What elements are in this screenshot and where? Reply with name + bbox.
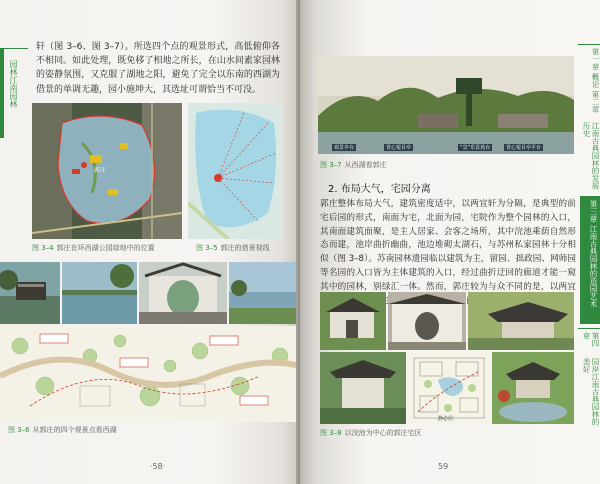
residence-plan-image bbox=[408, 352, 490, 424]
fig-num: 图 3–5 bbox=[196, 244, 218, 252]
panorama-label-4: 赏心悦目亭平台 bbox=[506, 145, 542, 151]
fig-title: 郭庄在环西湖公园绿地中的位置 bbox=[56, 244, 155, 252]
margin-tab bbox=[0, 48, 4, 138]
right-page bbox=[300, 0, 600, 484]
panorama-label-2: 赏心悦目亭 bbox=[386, 145, 412, 151]
margin-chapter-history: 江南古典园林的发展历史 bbox=[582, 122, 600, 190]
fig-3-6-caption bbox=[8, 425, 117, 435]
residence-photo-1 bbox=[320, 292, 386, 350]
margin-chapter-4-title: 园岸江南古典园林的美好 bbox=[582, 358, 600, 426]
panorama-photo bbox=[318, 56, 574, 154]
residence-photo-4 bbox=[320, 352, 406, 424]
margin-label: 园林江南园林 bbox=[9, 60, 18, 108]
fig-3-7-caption bbox=[320, 160, 387, 170]
fig-3-4-caption bbox=[32, 243, 155, 253]
map-label: 郭庄 bbox=[94, 167, 107, 174]
fig-title: 郭庄的借景视线 bbox=[220, 244, 270, 252]
fig-3-5-caption bbox=[196, 243, 270, 253]
panorama-label-1: 观景亭台 bbox=[334, 145, 355, 151]
view-photo-3 bbox=[139, 262, 227, 324]
plan-label: 静必居 bbox=[438, 416, 454, 422]
fig-title: 以浣池为中心的郭庄宅区 bbox=[344, 429, 422, 437]
margin-current-chapter: 第三章 江南古典园林的造园艺术 bbox=[589, 200, 598, 308]
margin-rule bbox=[4, 48, 28, 49]
panorama-label-3: “景”乐景苑台 bbox=[460, 145, 491, 151]
body-paragraph: 轩（图 3–6、图 3–7）。所选四个点的观景形式，高低俯仰各不相同。如此处理，既免移了相地之所长，在山水间素家园林的姿静氛围，又克服了湖地之阳，避免了完全以东南的西湖为借景的单调无趣，园小施坤大，其选址可谓恰当不可没。 bbox=[36, 42, 280, 95]
margin-chapter-4: 第四章 bbox=[582, 332, 600, 347]
fig-num: 图 3–6 bbox=[8, 426, 30, 434]
page-number: 59 bbox=[438, 462, 449, 471]
fig-3-8-caption bbox=[320, 428, 422, 438]
view-photo-1 bbox=[0, 262, 60, 324]
fig-title: 从西湖看郭庄 bbox=[344, 161, 387, 169]
fig-title: 从郭庄的四个观景点看西湖 bbox=[32, 426, 117, 434]
page-number: ·58· bbox=[150, 462, 166, 471]
residence-photo-5 bbox=[492, 352, 574, 424]
body-paragraph: 郭庄整体布局大气，建筑密度适中，以两宜轩为分隔，是典型的前宅后园的形式，南面为宅，北面为园，宅院作为整个园林的入口，其南面建筑面聚，是主人居家、会客之场所，其中浣池乘荫自然形态而建，池岸曲折幽曲，池边堆砌太湖石，与苏州私家园林十分相似（图 3–8）。苏南园林遗园临以建筑为主，留园、拙政园、网师园等名园的入口皆为主体建筑的入口，经过曲折迂回的廊道才能一窥其中的园林，别绿汇一体。然而，郭庄较为与众不同的是，以两宜 州园林布局，北面却清新不同。 bbox=[320, 199, 576, 306]
fig-num: 图 3–4 bbox=[32, 244, 54, 252]
fig-num: 图 3–8 bbox=[320, 429, 342, 437]
residence-photo-2 bbox=[388, 292, 466, 350]
satellite-map-image bbox=[32, 103, 182, 239]
margin-chapter-top: 第一章 概论 第二章 bbox=[591, 48, 600, 113]
margin-rule bbox=[578, 44, 600, 45]
margin-rule bbox=[578, 328, 600, 329]
sightline-map-image bbox=[188, 103, 282, 239]
fig-num: 图 3–7 bbox=[320, 161, 342, 169]
residence-photo-3 bbox=[468, 292, 574, 350]
view-photo-2 bbox=[62, 262, 137, 324]
garden-plan-image bbox=[0, 326, 300, 422]
section-heading: 2. 布局大气，宅园分离 bbox=[328, 184, 431, 195]
view-photo-4 bbox=[229, 262, 300, 324]
